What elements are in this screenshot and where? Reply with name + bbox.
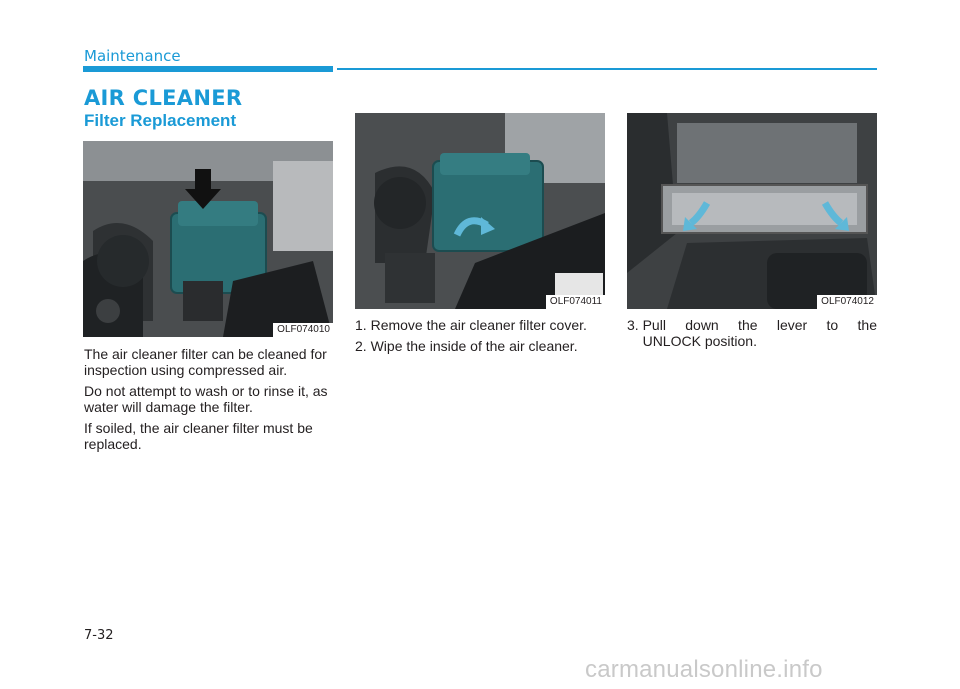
section-subtitle: Filter Replacement bbox=[84, 111, 237, 130]
section-label: Maintenance bbox=[84, 47, 181, 65]
header-rule-thin bbox=[337, 68, 877, 70]
step-item bbox=[355, 338, 607, 354]
watermark: carmanualsonline.info bbox=[585, 656, 823, 683]
step-number: 2. bbox=[355, 338, 371, 354]
engine-bay-image bbox=[355, 113, 605, 309]
paragraph: If soiled, the air cleaner filter must be replaced. bbox=[84, 420, 313, 452]
header-rule-thick bbox=[83, 66, 333, 72]
column-2-text bbox=[355, 317, 607, 359]
engine-bay-image bbox=[83, 141, 333, 337]
figure-caption: OLF074012 bbox=[817, 295, 877, 309]
step-number: 1. bbox=[355, 317, 371, 333]
step-item bbox=[355, 317, 607, 333]
page-number: 7-32 bbox=[84, 628, 114, 643]
step-text: Remove the air cleaner filter cover. bbox=[370, 317, 587, 333]
column-3-text bbox=[627, 317, 877, 349]
figure-2-photo bbox=[355, 113, 605, 309]
step-text-line: Pull down the lever to the bbox=[642, 317, 877, 333]
step-text: Wipe the inside of the air cleaner. bbox=[370, 338, 578, 354]
step-item bbox=[627, 317, 877, 349]
step-number: 3. bbox=[627, 317, 643, 333]
figure-3-photo bbox=[627, 113, 877, 309]
step-text bbox=[643, 317, 877, 349]
figure-1-photo bbox=[83, 141, 333, 337]
figure-caption: OLF074010 bbox=[273, 323, 333, 337]
paragraph: The air cleaner filter can be cleaned for inspection using compressed air. bbox=[84, 346, 327, 378]
step-text-line: UNLOCK position. bbox=[642, 333, 757, 349]
page-title: AIR CLEANER bbox=[84, 86, 243, 110]
paragraph: Do not attempt to wash or to rinse it, as water will damage the filter. bbox=[84, 383, 328, 415]
column-1-text bbox=[84, 346, 334, 457]
figure-caption: OLF074011 bbox=[546, 295, 605, 309]
engine-bay-image bbox=[627, 113, 877, 309]
